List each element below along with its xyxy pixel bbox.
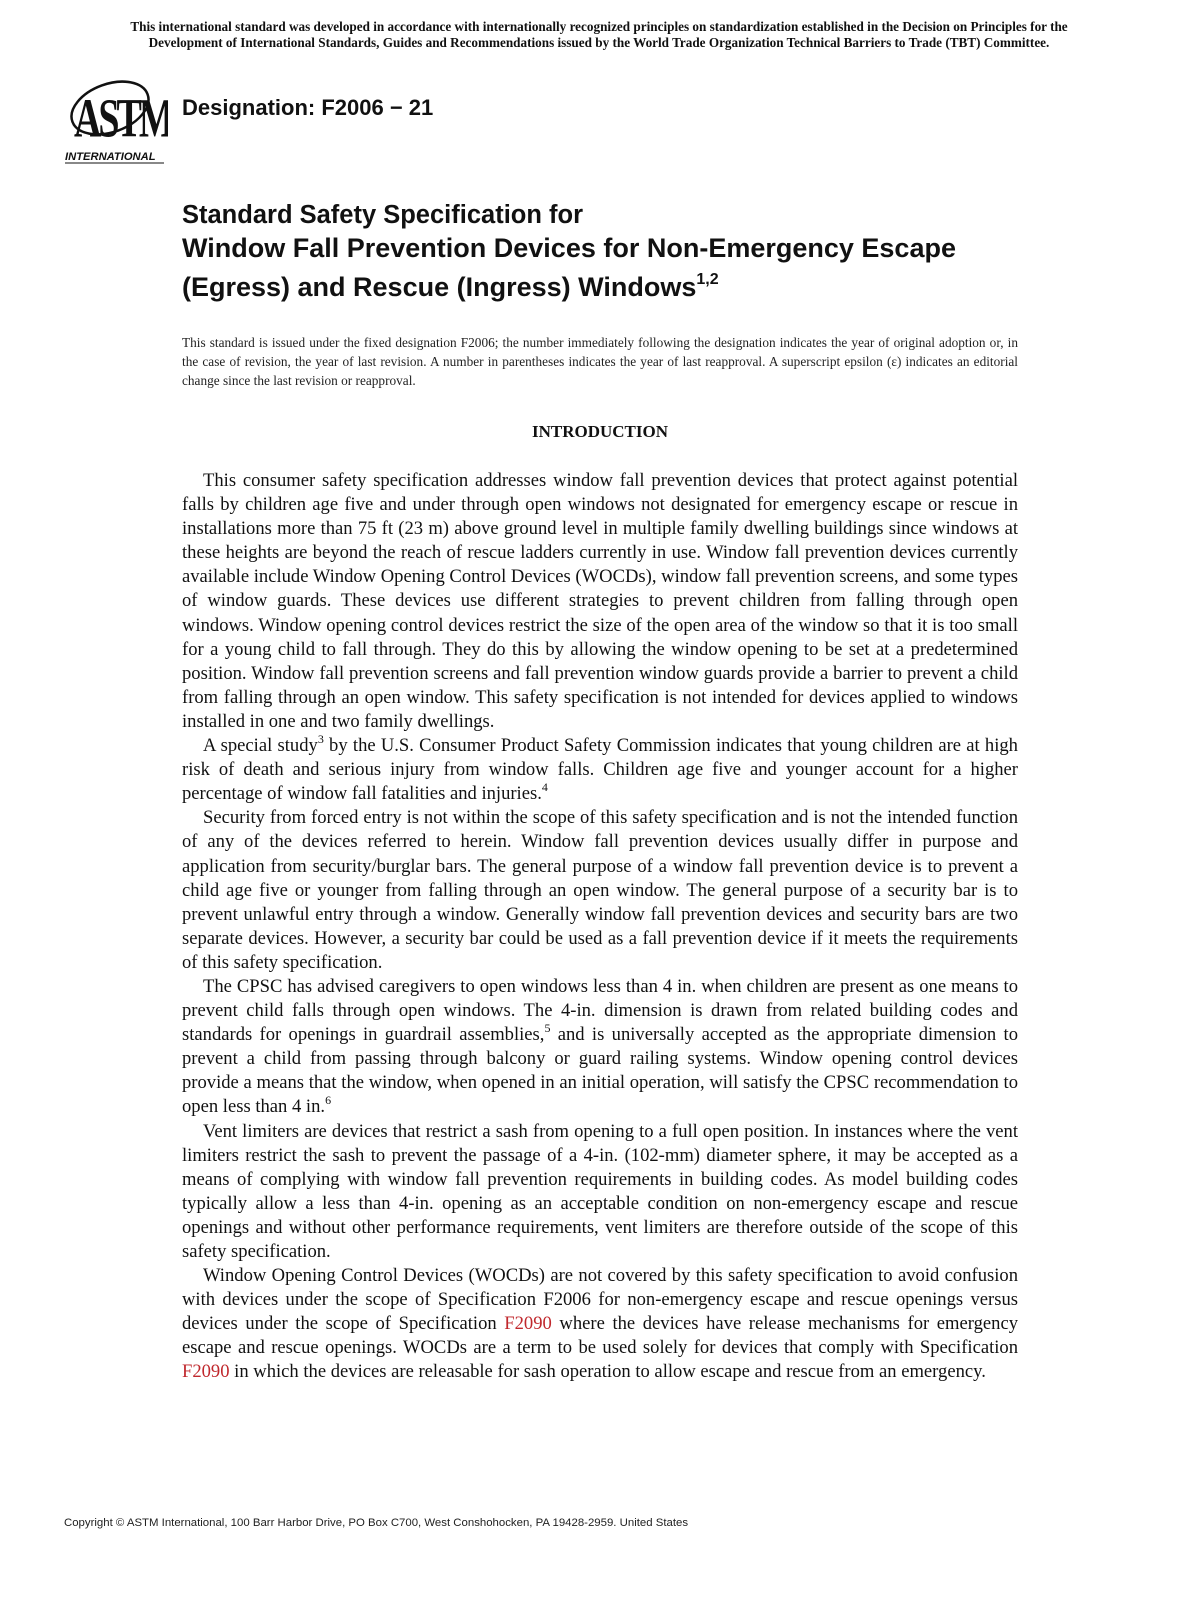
- paragraph-4-text-a: The CPSC has advised caregivers to open windows less than 4 in. when children are present as one means to prevent child falls through open windows. The 4-in. dimension is drawn from related building codes and standards for openings in guardrail assemblies,: [182, 975, 1018, 1046]
- copyright-footer: Copyright © ASTM International, 100 Barr Harbor Drive, PO Box C700, West Conshohocken, PA 19428-2959. United States: [64, 1517, 689, 1529]
- paragraph-5: Vent limiters are devices that restrict a sash from opening to a full open position. In instances where the vent limiters restrict the sash to prevent the passage of a 4-in. (102-mm) diameter sphere, it may be accepted as a means of complying with window fall prevention requirements in building codes. As model building codes typically allow a less than 4-in. opening as an acceptable condition on non-emergency escape and rescue openings and without other performance requirements, vent limiters are therefore outside of the scope of this safety specification.: [182, 1120, 1018, 1262]
- designation-notice: This standard is issued under the fixed designation F2006; the number immediately following the designation indicates the year of original adoption or, in the case of revision, the year of last revision. A number in parentheses indicates the year of last reapproval. A superscript epsilon (ε) indicates an editorial change since the last revision or reapproval.: [182, 335, 1018, 388]
- paragraph-2: [182, 731, 1018, 806]
- paragraph-4-text-b: and is universally accepted as the appropriate dimension to prevent a child from passing through balcony or guard railing systems. Window opening control devices provide a means that the window, when opened in an initial operation, will satisfy the CPSC recommendation to open less than 4 in.: [182, 1024, 1019, 1118]
- document-title: [182, 199, 1082, 304]
- paragraph-4: [182, 975, 1018, 1120]
- title-line2: Window Fall Prevention Devices for Non-Emergency Escape: [182, 233, 956, 263]
- astm-logo: [64, 70, 168, 166]
- title-footnote-marks: 1,2: [696, 271, 719, 288]
- footnote-ref-4[interactable]: 4: [541, 780, 548, 795]
- astm-logo-icon: [64, 70, 168, 166]
- paragraph-6: [182, 1264, 1018, 1384]
- paragraph-2-text-a: A special study: [203, 735, 318, 757]
- logo-subtitle: INTERNATIONAL: [65, 151, 156, 163]
- wto-notice: [60, 19, 1138, 51]
- introduction-body: [182, 469, 1018, 1385]
- title-line1: Standard Safety Specification for: [182, 201, 584, 229]
- paragraph-6-text-c: in which the devices are releasable for sash operation to allow escape and rescue from an emergency.: [229, 1361, 986, 1383]
- paragraph-2-text-b: by the U.S. Consumer Product Safety Commission indicates that young children are at high risk of death and serious injury from window falls. Children age five and younger account for a higher percentage of window fall fatalities and injuries.: [182, 735, 1018, 805]
- title-line3: (Egress) and Rescue (Ingress) Windows: [182, 272, 697, 302]
- logo-letters: ASTM: [74, 88, 168, 150]
- title-line3-wrap: [182, 265, 1082, 304]
- paragraph-3: Security from forced entry is not within the scope of this safety specification and is not the intended function of any of the devices referred to herein. Window fall prevention devices usually differ in purpose and application from security/burglar bars. The general purpose of a window fall prevention device is to prevent a child age five or younger from falling through an open window. The general purpose of a security bar is to prevent unlawful entry through a window. Generally window fall prevention devices and security bars are two separate devices. However, a security bar could be used as a fall prevention device if it meets the requirements of this safety specification.: [182, 807, 1018, 973]
- designation: Designation: F2006 − 21: [182, 95, 434, 120]
- footnote-ref-5[interactable]: 5: [544, 1020, 551, 1035]
- wto-notice-line2: Development of International Standards, Guides and Recommendations issued by the World Trade Organization Technical Barriers to Trade (TBT) Committee.: [148, 35, 1050, 50]
- introduction-heading: INTRODUCTION: [531, 422, 669, 441]
- wto-notice-line1: This international standard was developed in accordance with internationally recognized principles on standardization established in the Decision on Principles for the: [130, 19, 1068, 34]
- paragraph-6-text-b: where the devices have release mechanisms for emergency escape and rescue openings. WOCDs are a term to be used solely for devices that comply with Specification: [182, 1313, 1018, 1359]
- paragraph-6-text-a: Window Opening Control Devices (WOCDs) are not covered by this safety specification to avoid confusion with devices under the scope of Specification F2006 for non-emergency escape and rescue openings versus devices under the scope of Specification: [182, 1265, 1018, 1335]
- footnote-ref-6[interactable]: 6: [325, 1093, 332, 1108]
- paragraph-1: This consumer safety specification addresses window fall prevention devices that protect against potential falls by children age five and under through open windows not designated for emergency escape or rescue in installations more than 75 ft (23 m) above ground level in multiple family dwelling buildings since windows at these heights are beyond the reach of rescue ladders currently in use. Window fall prevention devices currently available include Window Opening Control Devices (WOCDs), window fall prevention screens, and some types of window guards. These devices use different strategies to prevent children from falling through open windows. Window opening control devices restrict the size of the open area of the window so that it is too small for a young child to fall through. They do this by allowing the window opening to be set at a predetermined position. Window fall prevention screens and fall prevention window guards provide a barrier to prevent a child from falling through an open window. This safety specification is not intended for devices applied to windows installed in one and two family dwellings.: [182, 470, 1018, 732]
- footnote-ref-3[interactable]: 3: [317, 731, 324, 746]
- spec-link-f2090-second[interactable]: F2090: [182, 1361, 230, 1383]
- spec-link-f2090[interactable]: F2090: [504, 1313, 552, 1335]
